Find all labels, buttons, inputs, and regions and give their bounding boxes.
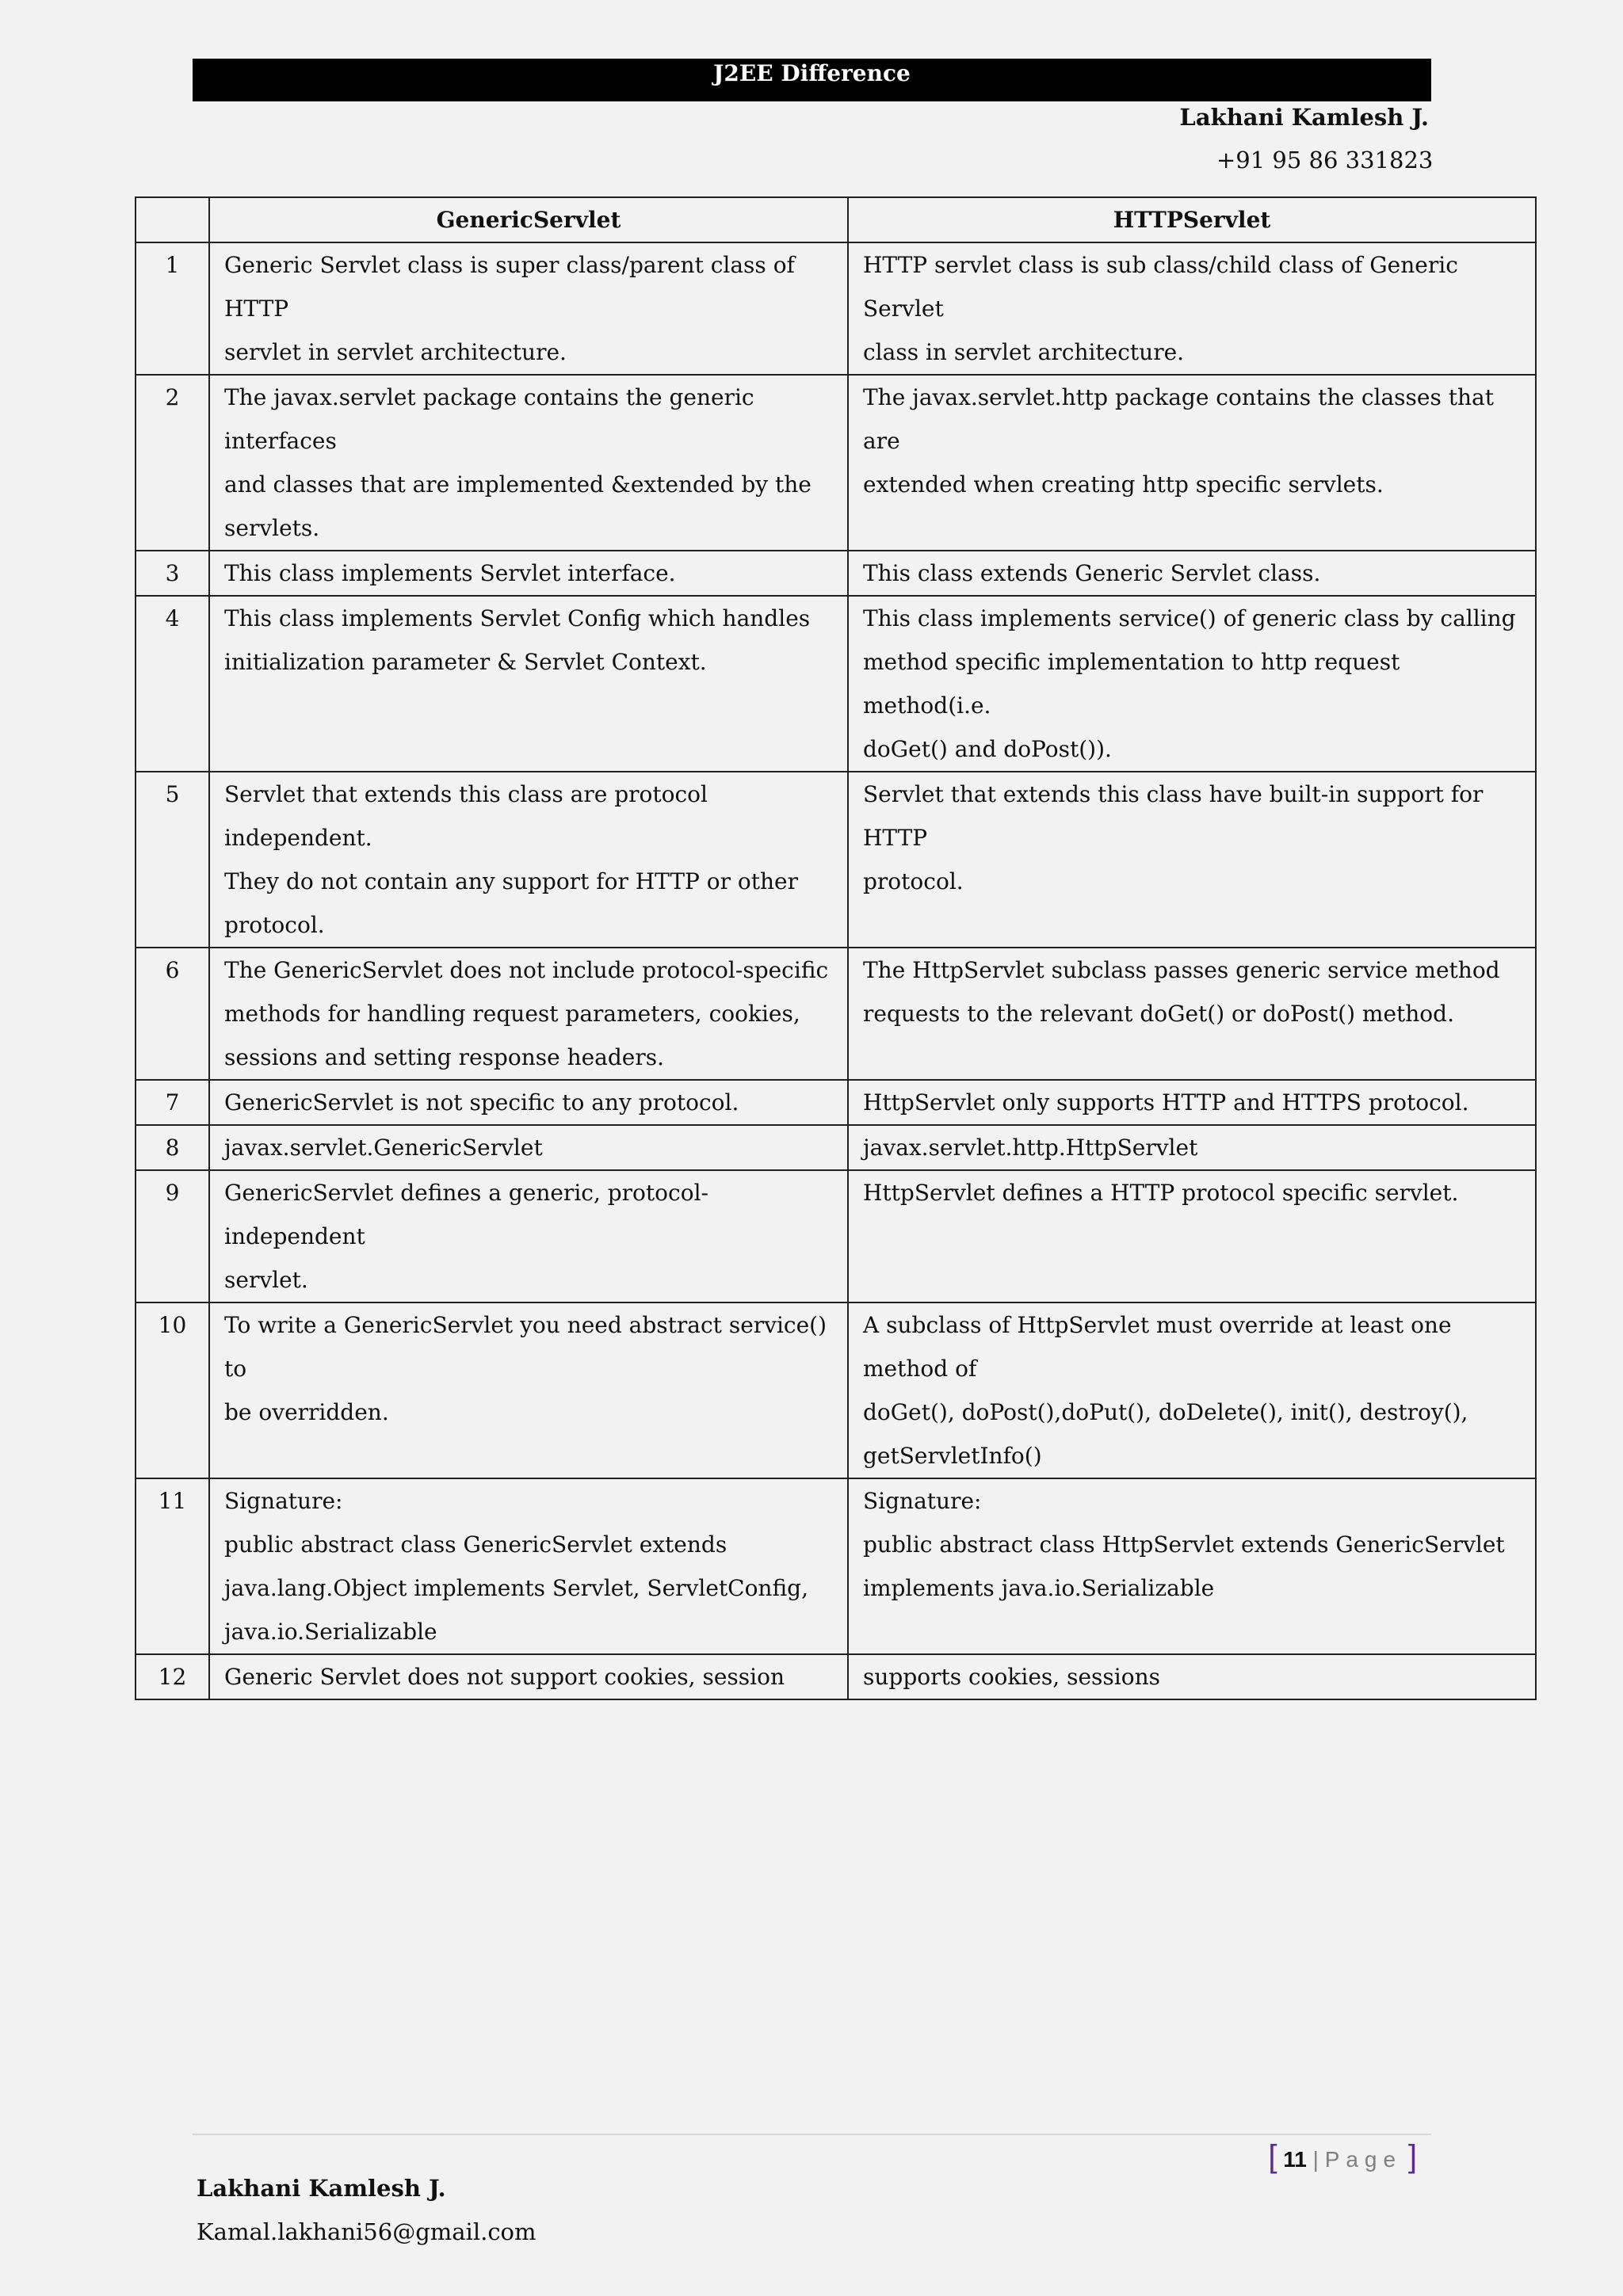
cell-text-line: HttpServlet only supports HTTP and HTTPS protocol. xyxy=(863,1089,1469,1116)
httpservlet-cell xyxy=(848,242,1536,375)
genericservlet-cell xyxy=(209,1170,848,1302)
header-title-bar xyxy=(193,59,1431,101)
header-phone: +91 95 86 331823 xyxy=(1216,147,1434,174)
cell-text-line: method specific implementation to http request method(i.e. xyxy=(863,649,1400,719)
cell-text-line: protocol. xyxy=(863,868,964,894)
genericservlet-cell xyxy=(209,1080,848,1125)
table-row xyxy=(136,1478,1536,1654)
footer-author: Lakhani Kamlesh J. xyxy=(197,2175,446,2202)
cell-text-line: They do not contain any support for HTTP or other xyxy=(224,868,798,894)
column-header-number xyxy=(136,197,209,242)
cell-text-line: implements java.io.Serializable xyxy=(863,1575,1215,1601)
httpservlet-cell xyxy=(848,1654,1536,1699)
httpservlet-cell xyxy=(848,1478,1536,1654)
cell-text-line: getServletInfo() xyxy=(863,1443,1042,1469)
cell-text-line: Signature: xyxy=(224,1488,343,1514)
row-number: 2 xyxy=(136,375,209,551)
cell-text-line: The GenericServlet does not include protocol-specific xyxy=(224,957,829,983)
cell-text-line: GenericServlet is not specific to any protocol. xyxy=(224,1089,739,1116)
footer-email: Kamal.lakhani56@gmail.com xyxy=(197,2218,537,2245)
row-number: 9 xyxy=(136,1170,209,1302)
table-row xyxy=(136,1302,1536,1478)
httpservlet-cell xyxy=(848,551,1536,596)
comparison-table xyxy=(135,196,1537,1700)
row-number: 6 xyxy=(136,948,209,1080)
httpservlet-cell xyxy=(848,1125,1536,1170)
genericservlet-cell xyxy=(209,596,848,772)
cell-text-line: be overridden. xyxy=(224,1399,389,1425)
row-number: 11 xyxy=(136,1478,209,1654)
cell-text-line: requests to the relevant doGet() or doPost() method. xyxy=(863,1001,1454,1027)
genericservlet-cell xyxy=(209,375,848,551)
genericservlet-cell xyxy=(209,1125,848,1170)
httpservlet-cell xyxy=(848,375,1536,551)
httpservlet-cell xyxy=(848,1302,1536,1478)
cell-text-line: methods for handling request parameters, cookies, xyxy=(224,1001,800,1027)
genericservlet-cell xyxy=(209,551,848,596)
cell-text-line: javax.servlet.GenericServlet xyxy=(224,1135,543,1161)
cell-text-line: protocol. xyxy=(224,912,325,938)
row-number: 12 xyxy=(136,1654,209,1699)
cell-text-line: initialization parameter & Servlet Context. xyxy=(224,649,707,675)
genericservlet-cell xyxy=(209,948,848,1080)
cell-text-line: servlet in servlet architecture. xyxy=(224,339,567,365)
cell-text-line: public abstract class HttpServlet extends GenericServlet xyxy=(863,1531,1505,1558)
column-header-httpservlet: HTTPServlet xyxy=(848,197,1536,242)
genericservlet-cell xyxy=(209,1302,848,1478)
cell-text-line: HttpServlet defines a HTTP protocol specific servlet. xyxy=(863,1180,1459,1206)
row-number: 8 xyxy=(136,1125,209,1170)
httpservlet-cell xyxy=(848,948,1536,1080)
row-number: 1 xyxy=(136,242,209,375)
cell-text-line: A subclass of HttpServlet must override at least one method of xyxy=(863,1312,1452,1382)
page-number xyxy=(1268,2139,1417,2177)
table-row xyxy=(136,242,1536,375)
page-separator: | xyxy=(1312,2147,1319,2172)
genericservlet-cell xyxy=(209,1654,848,1699)
cell-text-line: sessions and setting response headers. xyxy=(224,1044,665,1070)
cell-text-line: java.io.Serializable xyxy=(224,1619,437,1645)
httpservlet-cell xyxy=(848,1170,1536,1302)
page-number-value: 11 xyxy=(1283,2147,1307,2172)
cell-text-line: GenericServlet defines a generic, protocol-independent xyxy=(224,1180,708,1249)
cell-text-line: The javax.servlet.http package contains the classes that are xyxy=(863,384,1494,454)
cell-text-line: To write a GenericServlet you need abstract service() to xyxy=(224,1312,827,1382)
genericservlet-cell xyxy=(209,242,848,375)
row-number: 4 xyxy=(136,596,209,772)
footer-divider xyxy=(193,2134,1431,2135)
httpservlet-cell xyxy=(848,1080,1536,1125)
table-row xyxy=(136,772,1536,948)
column-header-genericservlet: GenericServlet xyxy=(209,197,848,242)
cell-text-line: javax.servlet.http.HttpServlet xyxy=(863,1135,1198,1161)
row-number: 3 xyxy=(136,551,209,596)
cell-text-line: The HttpServlet subclass passes generic service method xyxy=(863,957,1500,983)
cell-text-line: doGet() and doPost()). xyxy=(863,736,1112,762)
table-row xyxy=(136,551,1536,596)
httpservlet-cell xyxy=(848,596,1536,772)
cell-text-line: Servlet that extends this class have built-in support for HTTP xyxy=(863,781,1484,851)
table-header-row xyxy=(136,197,1536,242)
cell-text-line: HTTP servlet class is sub class/child class of Generic Servlet xyxy=(863,252,1458,322)
table-row xyxy=(136,1080,1536,1125)
table-row xyxy=(136,596,1536,772)
cell-text-line: Generic Servlet class is super class/parent class of HTTP xyxy=(224,252,795,322)
genericservlet-cell xyxy=(209,772,848,948)
cell-text-line: doGet(), doPost(),doPut(), doDelete(), init(), destroy(), xyxy=(863,1399,1468,1425)
cell-text-line: supports cookies, sessions xyxy=(863,1664,1160,1690)
cell-text-line: java.lang.Object implements Servlet, ServletConfig, xyxy=(224,1575,808,1601)
httpservlet-cell xyxy=(848,772,1536,948)
table-row xyxy=(136,1170,1536,1302)
cell-text-line: and classes that are implemented &extended by the xyxy=(224,471,812,498)
cell-text-line: This class extends Generic Servlet class. xyxy=(863,560,1321,586)
header-author: Lakhani Kamlesh J. xyxy=(1179,104,1429,131)
row-number: 10 xyxy=(136,1302,209,1478)
cell-text-line: This class implements service() of generic class by calling xyxy=(863,605,1516,631)
cell-text-line: This class implements Servlet interface. xyxy=(224,560,676,586)
cell-text-line: servlets. xyxy=(224,515,320,541)
cell-text-line: Servlet that extends this class are protocol independent. xyxy=(224,781,708,851)
genericservlet-cell xyxy=(209,1478,848,1654)
cell-text-line: public abstract class GenericServlet extends xyxy=(224,1531,727,1558)
row-number: 5 xyxy=(136,772,209,948)
table-row xyxy=(136,375,1536,551)
table-body xyxy=(136,242,1536,1699)
cell-text-line: class in servlet architecture. xyxy=(863,339,1185,365)
table-row xyxy=(136,1654,1536,1699)
cell-text-line: The javax.servlet package contains the generic interfaces xyxy=(224,384,754,454)
cell-text-line: Signature: xyxy=(863,1488,982,1514)
page-bracket-open: [ xyxy=(1268,2139,1277,2174)
page-label: Page xyxy=(1324,2147,1403,2172)
cell-text-line: Generic Servlet does not support cookies, session xyxy=(224,1664,785,1690)
table-row xyxy=(136,1125,1536,1170)
cell-text-line: This class implements Servlet Config which handles xyxy=(224,605,811,631)
document-title: J2EE Difference xyxy=(713,60,911,86)
row-number: 7 xyxy=(136,1080,209,1125)
page-bracket-close: ] xyxy=(1407,2139,1417,2174)
cell-text-line: extended when creating http specific servlets. xyxy=(863,471,1384,498)
cell-text-line: servlet. xyxy=(224,1267,308,1293)
table-row xyxy=(136,948,1536,1080)
